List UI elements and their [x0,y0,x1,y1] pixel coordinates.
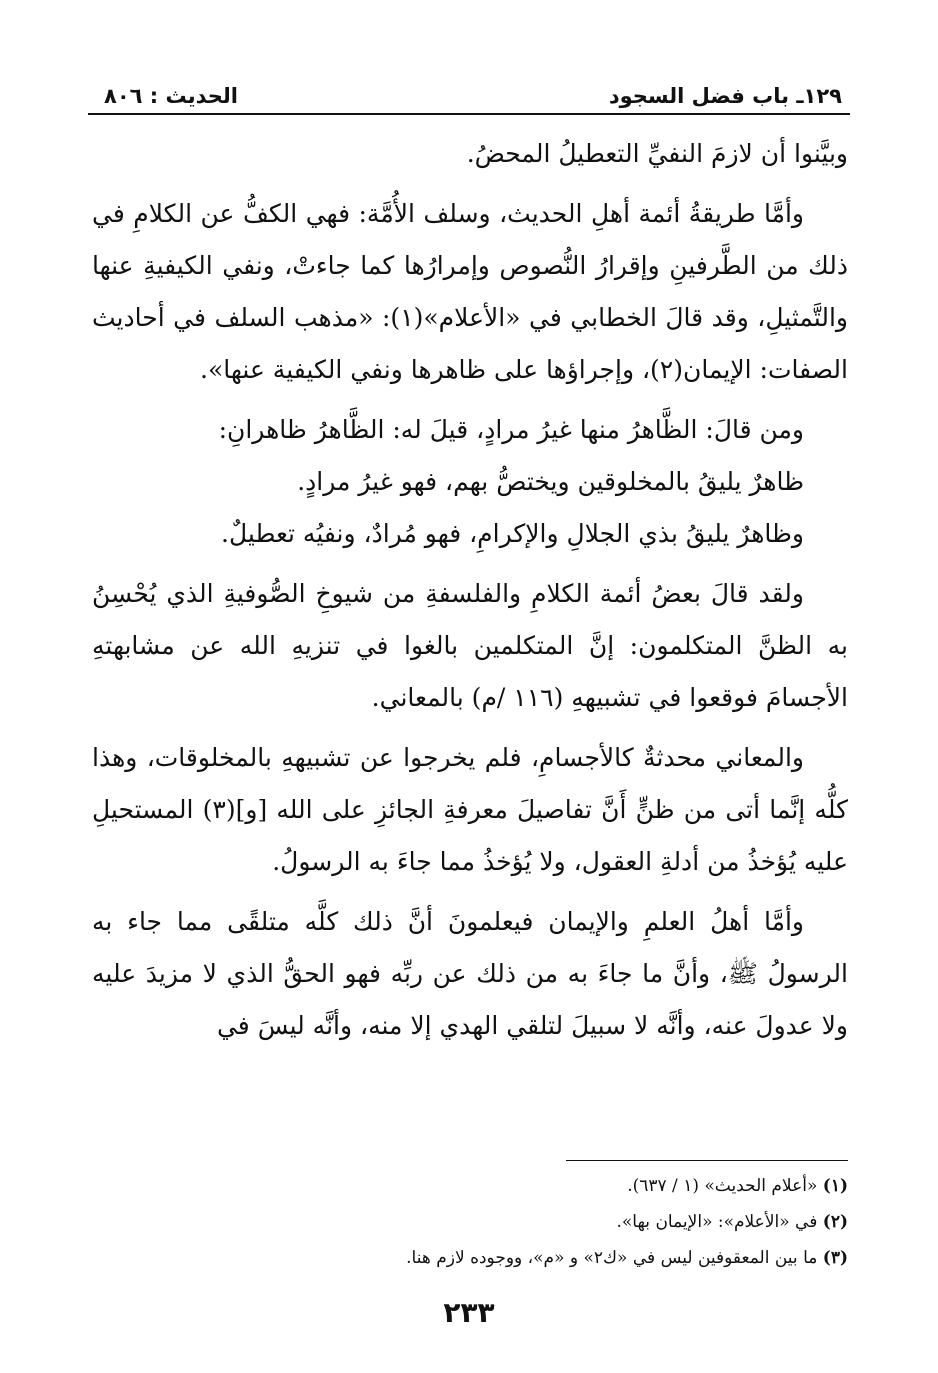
paragraph: والمعاني محدثةٌ كالأجسامِ، فلم يخرجوا عن تشبيههِ بالمخلوقات، وهذا كلُّه إنَّما أتى من ظنٍّ أَنَّ تفاصيلَ معرفةِ الجائزِ على الله [و](٣) المستحيلِ عليه يُؤخذُ من أدلةِ العقول، ولا يُؤخذُ مما جاءَ به الرسولُ. [92,743,848,876]
paragraph: ولقد قالَ بعضُ أئمة الكلامِ والفلسفةِ من شيوخِ الصُّوفيةِ الذي يُحْسِنُ به الظنَّ المتكلمون: إنَّ المتكلمين بالغوا في تنزيهِ الله عن مشابهتهِ الأجسامَ فوقعوا في تشبيههِ (١١٦ /م) بالمعاني. [92,579,848,712]
running-header [104,78,842,114]
paragraph: وأمَّا أهلُ العلمِ والإيمان فيعلمونَ أنَّ ذلك كلَّه متلقًى مما جاء به الرسولُ ﷺ، وأنَّ ما جاءَ به من ذلك عن ربِّه فهو الحقُّ الذي لا مزيدَ عليه ولا عدولَ عنه، وأنَّه لا سبيلَ لتلقي الهدي إلا منه، وأنَّه ليسَ في [92,907,848,1040]
page-number: ٢٣٣ [443,1296,495,1329]
paragraph: وظاهرٌ يليقُ بذي الجلالِ والإكرامِ، فهو مُرادٌ، ونفيُه تعطيلٌ. [221,519,804,548]
footnote-text: في «الأعلام»: «الإيمان بها». [616,1212,818,1232]
footnote-divider [566,1160,848,1161]
paragraph: ظاهرٌ يليقُ بالمخلوقين ويختصُّ بهم، فهو غيرُ مرادٍ. [297,467,804,496]
paragraph: ومن قالَ: الظَّاهرُ منها غيرُ مرادٍ، قيلَ له: الظَّاهرُ ظاهرانِ: [218,415,804,444]
paragraph: وأمَّا طريقةُ أئمة أهلِ الحديث، وسلف الأُمَّة: فهي الكفُّ عن الكلامِ في ذلك من الطَّرفينِ وإقرارُ النُّصوص وإمرارُها كما جاءتْ، ونفي الكيفيةِ عنها والتَّمثيلِ، وقد قالَ الخطابي في «الأعلام»(١): «مذهب السلف في أحاديث الصفات: الإيمان(٢)، وإجراؤها على ظاهرها ونفي الكيفية عنها». [92,199,848,384]
hadith-number: الحديث : ٨٠٦ [104,84,238,108]
footnote-number: (٣) [822,1248,848,1268]
footnote-number: (١) [822,1176,848,1196]
footnote [92,1240,848,1276]
footnote-text: «أعلام الحديث» (١ / ٦٣٧). [627,1176,818,1196]
main-text [92,128,848,1052]
footnote [92,1204,848,1240]
footnote [92,1168,848,1204]
header-divider [88,113,850,115]
chapter-title: ١٢٩ـ باب فضل السجود [608,84,842,108]
paragraph: وبيَّنوا أن لازمَ النفيِّ التعطيلُ المحضُ. [466,139,848,168]
footnotes [92,1168,848,1276]
footnote-text: ما بين المعقوفين ليس في «ك٢» و «م»، ووجوده لازم هنا. [406,1248,818,1268]
footnote-number: (٢) [822,1212,848,1232]
